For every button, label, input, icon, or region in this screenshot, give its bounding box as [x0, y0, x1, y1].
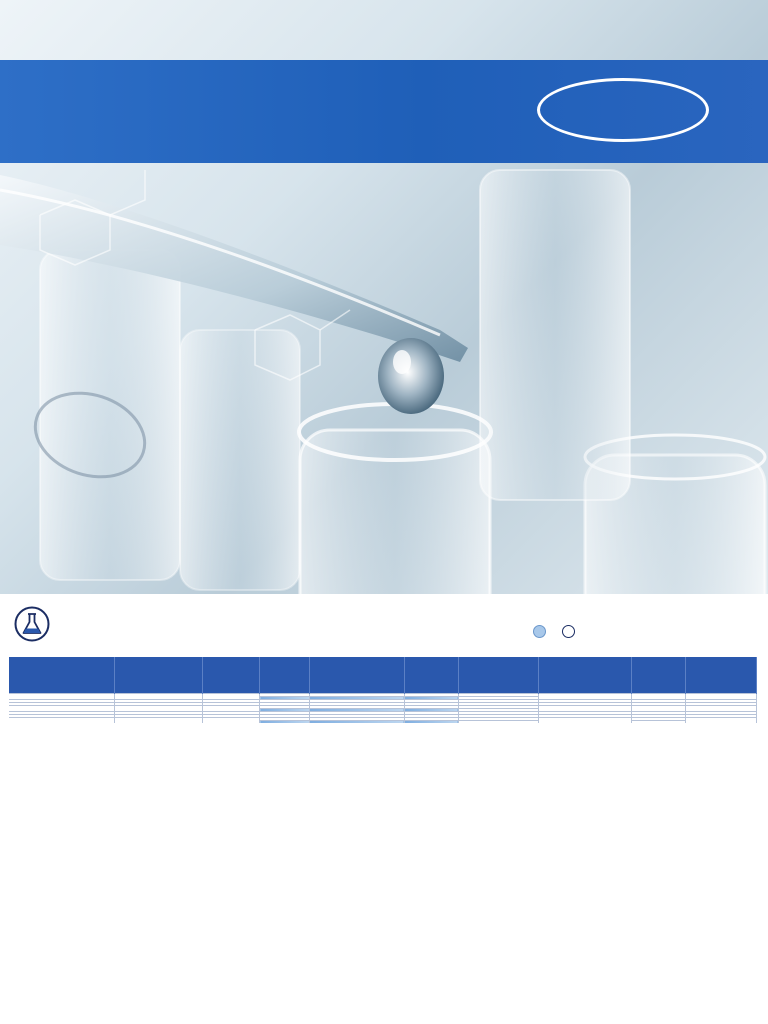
presentation-cell [309, 721, 404, 724]
table-header-row [9, 657, 757, 694]
column-header [404, 657, 458, 694]
code-cell [260, 721, 310, 724]
stability-cell [458, 721, 539, 724]
column-header [632, 657, 686, 694]
column-header [458, 657, 539, 694]
column-header [114, 657, 202, 694]
column-header [9, 657, 114, 694]
product-cell [9, 718, 114, 724]
column-header [685, 657, 756, 694]
lyophilized-reagent-swatch-icon [562, 625, 575, 638]
sample-cell [202, 718, 260, 724]
liquid-reagent-swatch-icon [533, 625, 546, 638]
column-header [539, 657, 632, 694]
reagent-legend [533, 625, 579, 638]
linearity-cell [632, 721, 686, 724]
column-header [309, 657, 404, 694]
column-header [260, 657, 310, 694]
spinreact-logo [537, 78, 709, 142]
column-header [202, 657, 260, 694]
tests-cell [404, 721, 458, 724]
flask-icon [14, 606, 50, 642]
method-cell [114, 718, 202, 724]
reaction-cell [539, 718, 632, 724]
products-table [9, 657, 757, 723]
ratio-cell [685, 718, 756, 724]
